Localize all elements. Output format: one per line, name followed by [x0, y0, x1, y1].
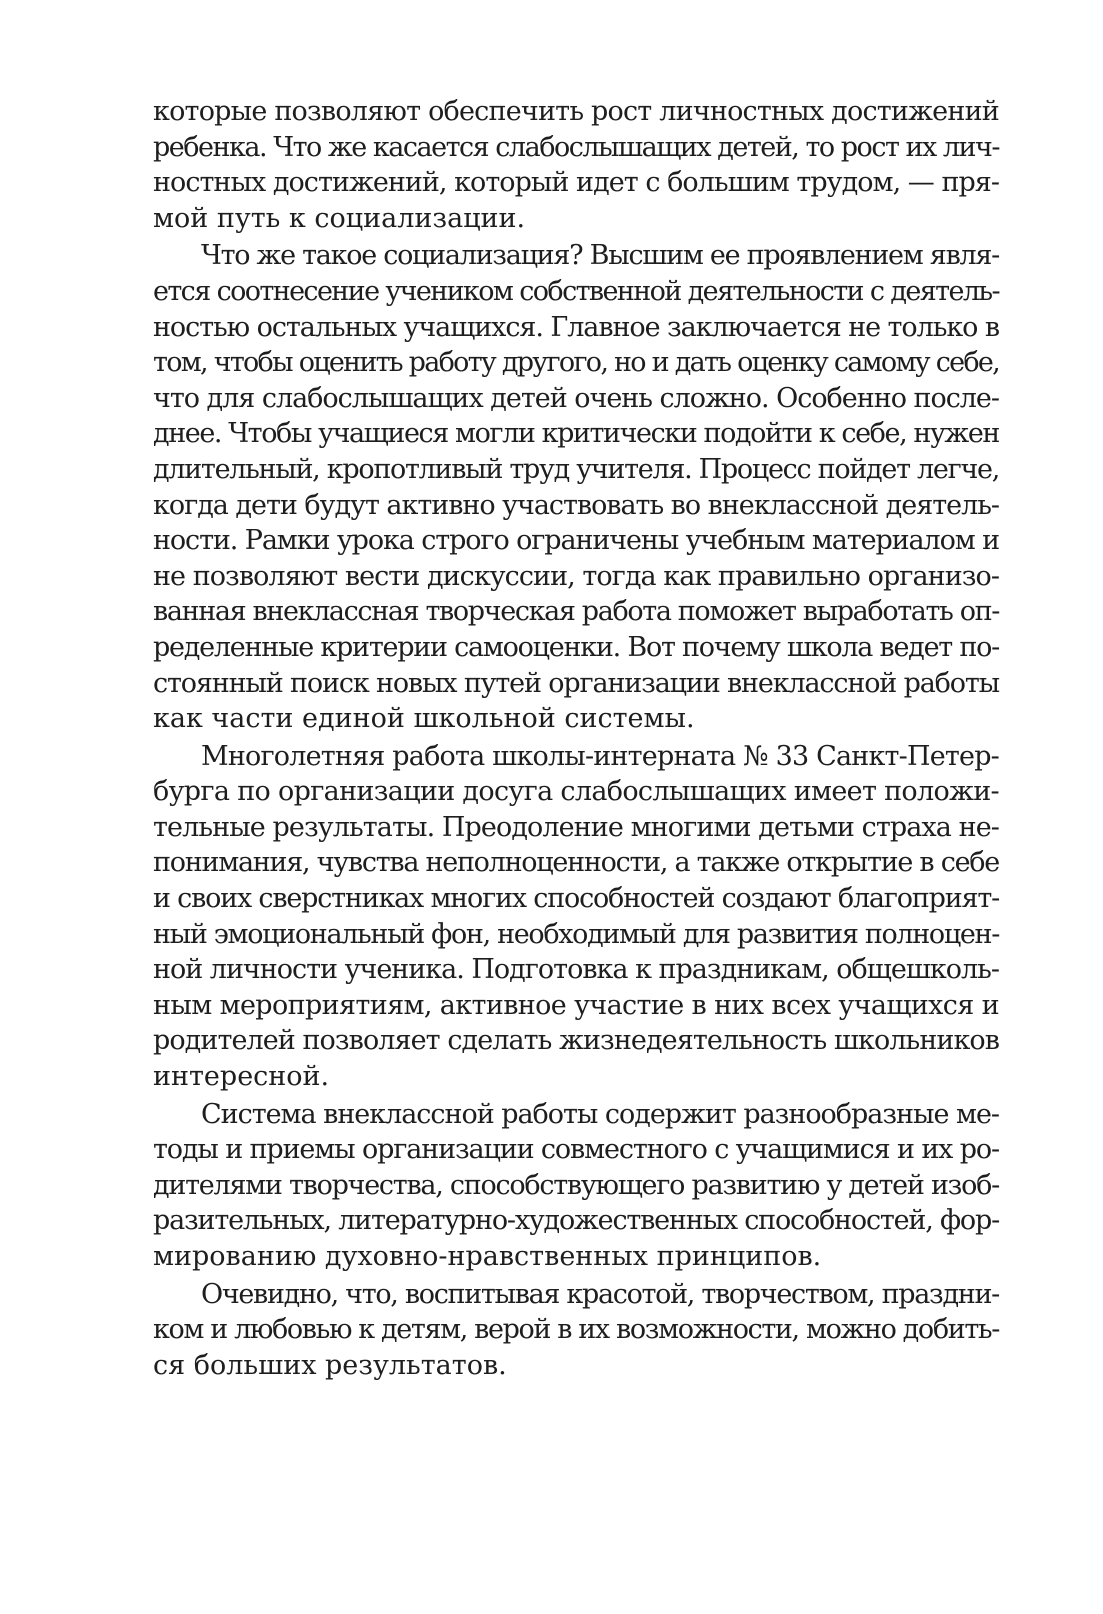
text-line: мой путь к социализации. — [153, 202, 526, 234]
text-line: том, чтобы оценить работу другого, но и дать оценку самому себе, — [153, 347, 999, 379]
text-line: и своих сверстниках многих способностей создают благоприят- — [153, 883, 999, 915]
text-line: родителей позволяет сделать жизнедеятельность школьников — [153, 1025, 999, 1057]
text-line: Что же такое социализация? Высшим ее проявлением явля- — [201, 240, 999, 272]
text-line: ной личности ученика. Подготовка к праздникам, общешколь- — [153, 954, 999, 986]
paragraph-continuation — [153, 94, 999, 236]
text-line: что для слабослышащих детей очень сложно. Особенно после- — [153, 382, 999, 414]
text-line: ностью остальных учащихся. Главное заключается не только в — [153, 311, 999, 343]
text-line: Очевидно, что, воспитывая красотой, творчеством, праздни- — [201, 1278, 999, 1310]
text-line: мированию духовно-нравственных принципов. — [153, 1241, 822, 1272]
text-line: бурга по организации досуга слабослышащих имеет положи- — [153, 776, 999, 808]
text-line: ком и любовью к детям, верой в их возможности, можно добить- — [153, 1314, 999, 1346]
text-line: Система внеклассной работы содержит разнообразные ме- — [201, 1098, 999, 1130]
text-line: ванная внеклассная творческая работа поможет выработать оп- — [153, 596, 999, 628]
text-line: которые позволяют обеспечить рост личностных достижений — [153, 96, 999, 127]
body-text — [153, 94, 999, 1383]
text-line: ся больших результатов. — [153, 1349, 507, 1381]
text-line: не позволяют вести дискуссии, тогда как правильно организо- — [153, 560, 999, 592]
text-line: ным мероприятиям, активное участие в них всех учащихся и — [153, 989, 999, 1021]
text-line: тельные результаты. Преодоление многими детьми страха не- — [153, 811, 999, 843]
text-line: тоды и приемы организации совместного с учащимися и их ро- — [153, 1134, 999, 1166]
text-line: Многолетняя работа школы-интерната № 33 Санкт-Петер- — [201, 740, 999, 772]
text-line: интересной. — [153, 1061, 330, 1093]
text-line: ностных достижений, который идет с большим трудом, — пря- — [153, 167, 999, 199]
text-line: ределенные критерии самооценки. Вот почему школа ведет по- — [153, 631, 999, 663]
paragraph-socialization — [153, 238, 999, 736]
text-line: ности. Рамки урока строго ограничены учебным материалом и — [153, 525, 999, 557]
text-line: понимания, чувства неполноценности, а также открытие в себе — [153, 847, 999, 879]
text-line: дителями творчества, способствующего развитию у детей изоб- — [153, 1169, 999, 1201]
paragraph-conclusion — [153, 1277, 999, 1384]
text-line: днее. Чтобы учащиеся могли критически подойти к себе, нужен — [153, 418, 999, 450]
text-line: когда дети будут активно участвовать во внеклассной деятель- — [153, 489, 999, 521]
text-line: ный эмоциональный фон, необходимый для развития полноцен- — [153, 918, 999, 950]
text-line: разительных, литературно-художественных способностей, фор- — [153, 1205, 999, 1237]
text-line: длительный, кропотливый труд учителя. Процесс пойдет легче, — [153, 453, 999, 485]
paragraph-boarding-school — [153, 739, 999, 1095]
text-line: как части единой школьной системы. — [153, 703, 695, 735]
text-line: ется соотнесение учеником собственной деятельности с деятель- — [153, 275, 999, 307]
text-line: стоянный поиск новых путей организации внеклассной работы — [153, 667, 999, 699]
paragraph-extracurricular-system — [153, 1097, 999, 1275]
text-line: ребенка. Что же касается слабослышащих детей, то рост их лич- — [153, 131, 999, 163]
